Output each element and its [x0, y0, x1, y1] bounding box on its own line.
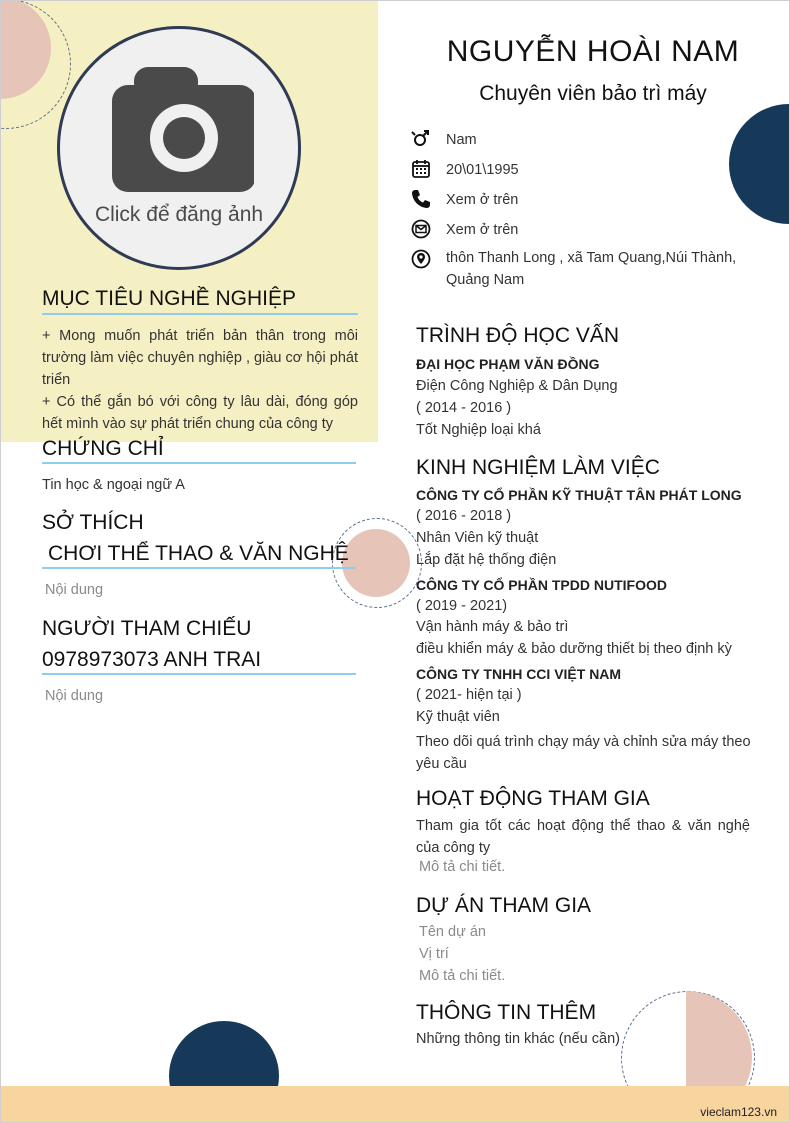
- job-company: CÔNG TY CỔ PHẦN TPDD NUTIFOOD: [416, 577, 667, 593]
- objective-heading: MỤC TIÊU NGHỀ NGHIỆP: [42, 287, 296, 310]
- birthday-value: 20\01\1995: [446, 162, 519, 178]
- education-major: Điện Công Nghiệp & Dân Dụng: [416, 378, 618, 394]
- experience-heading: KINH NGHIỆM LÀM VIỆC: [416, 456, 660, 479]
- project-name-placeholder[interactable]: Tên dự án: [419, 924, 486, 940]
- job-period: ( 2021- hiện tại ): [416, 687, 522, 703]
- job-description: Theo dõi quá trình chạy máy và chỉnh sửa máy theo yêu cầu: [416, 734, 751, 772]
- profile-photo-upload[interactable]: [57, 26, 301, 270]
- footer-bar: [1, 1086, 790, 1123]
- project-position-placeholder[interactable]: Vị trí: [419, 946, 449, 962]
- job-description: Lắp đặt hệ thống điện: [416, 552, 557, 568]
- candidate-name: NGUYỄN HOÀI NAM: [446, 35, 740, 68]
- job-company: CÔNG TY TNHH CCI VIỆT NAM: [416, 666, 622, 682]
- additional-heading: THÔNG TIN THÊM: [416, 1001, 597, 1024]
- job-role: Kỹ thuật viên: [416, 709, 500, 725]
- references-heading: NGƯỜI THAM CHIẾU: [42, 617, 252, 640]
- objective-line-1: + Mong muốn phát triển bản thân trong môi trường làm việc chuyên nghiệp , giàu cơ hội phát triển: [42, 328, 358, 388]
- phone-value: Xem ở trên: [446, 192, 519, 208]
- gender-icon: [411, 129, 431, 149]
- additional-text: Những thông tin khác (nếu cần): [416, 1031, 620, 1047]
- phone-icon: [411, 189, 431, 209]
- upload-photo-label: Click để đăng ảnh: [94, 203, 264, 226]
- objective-line-2: + Có thể gắn bó với công ty lâu dài, đóng góp hết mình vào sự phát triển chung của công ty: [42, 394, 358, 432]
- references-subheading: 0978973073 ANH TRAI: [42, 648, 262, 671]
- section-divider: [42, 462, 356, 464]
- references-placeholder[interactable]: Nội dung: [45, 688, 104, 704]
- projects-heading: DỰ ÁN THAM GIA: [416, 894, 592, 917]
- job-period: ( 2016 - 2018 ): [416, 508, 512, 524]
- location-icon: [411, 249, 431, 269]
- calendar-icon: [411, 159, 431, 179]
- job-period: ( 2019 - 2021): [416, 598, 508, 614]
- education-heading: TRÌNH ĐỘ HỌC VẤN: [416, 324, 620, 347]
- job-title: Chuyên viên bảo trì máy: [479, 82, 707, 105]
- address-value: thôn Thanh Long , xã Tam Quang,Núi Thành, Quảng Nam: [446, 250, 737, 288]
- project-detail-placeholder[interactable]: Mô tả chi tiết.: [419, 968, 506, 984]
- job-role: Vận hành máy & bảo trì: [416, 619, 569, 635]
- email-value: Xem ở trên: [446, 222, 519, 238]
- job-role: Nhân Viên kỹ thuật: [416, 530, 539, 546]
- gender-value: Nam: [446, 132, 477, 148]
- job-company: CÔNG TY CỔ PHẦN KỸ THUẬT TÂN PHÁT LONG: [416, 487, 742, 503]
- activities-heading: HOẠT ĐỘNG THAM GIA: [416, 787, 650, 810]
- education-result: Tốt Nghiệp loại khá: [416, 422, 541, 438]
- email-icon: [411, 219, 431, 239]
- activities-text: Tham gia tốt các hoạt động thể thao & văn nghệ của công ty: [416, 818, 750, 856]
- hobbies-placeholder[interactable]: Nội dung: [45, 582, 104, 598]
- activities-placeholder[interactable]: Mô tả chi tiết.: [419, 859, 506, 875]
- education-period: ( 2014 - 2016 ): [416, 400, 512, 416]
- certificate-item: Tin học & ngoại ngữ A: [42, 477, 185, 493]
- certificates-heading: CHỨNG CHỈ: [42, 437, 164, 460]
- section-divider: [42, 567, 356, 569]
- education-school: ĐẠI HỌC PHẠM VĂN ĐỒNG: [416, 356, 600, 372]
- camera-icon: [104, 65, 254, 195]
- hobbies-subheading: CHƠI THỂ THAO & VĂN NGHỆ: [48, 542, 349, 565]
- hobbies-heading: SỞ THÍCH: [42, 511, 144, 534]
- footer-brand[interactable]: vieclam123.vn: [700, 1105, 777, 1119]
- section-divider: [42, 313, 358, 315]
- section-divider: [42, 673, 356, 675]
- job-description: điều khiển máy & bảo dưỡng thiết bị theo định kỳ: [416, 641, 732, 657]
